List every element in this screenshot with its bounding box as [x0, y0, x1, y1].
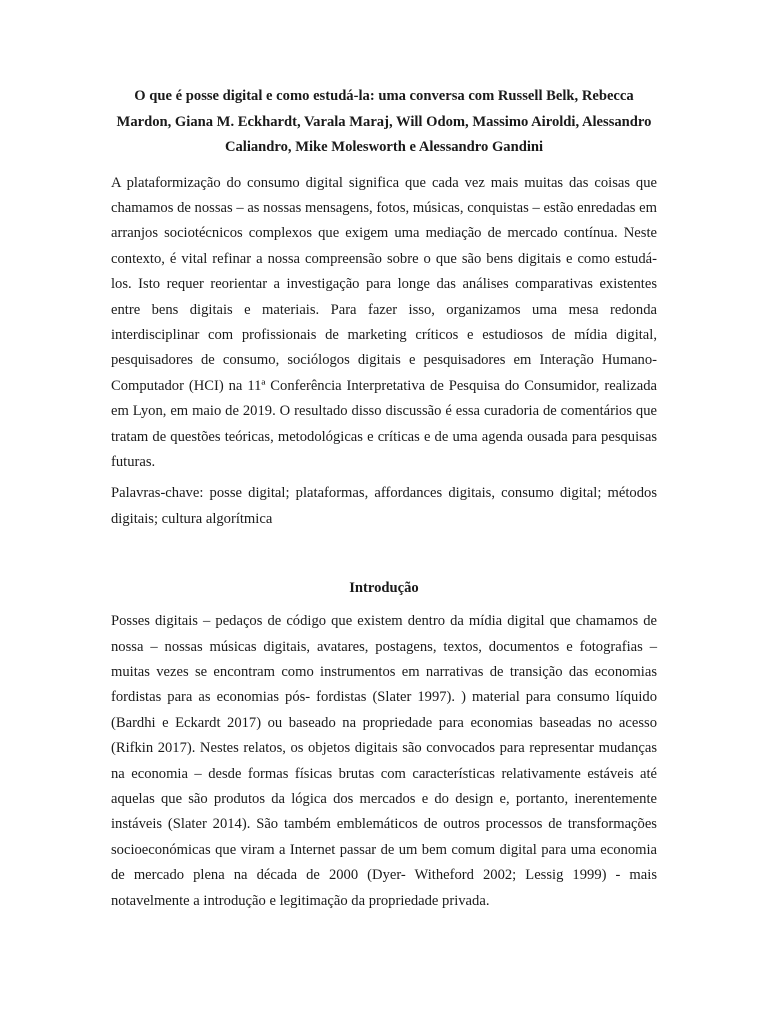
abstract-paragraph: A plataformização do consumo digital significa que cada vez mais muitas das coisas que chamamos de nossas – as nossas mensagens, fotos, músicas, conquistas – estão enredadas em arranjos sociotécnicos complexos que exigem uma mediação de mercado contínua. Neste contexto, é vital refinar a nossa compreensão sobre o que são bens digitais e como estudá-los. Isto requer reorientar a investigação para longe das análises comparativas existentes entre bens digitais e materiais. Para fazer isso, organizamos uma mesa redonda interdisciplinar com profissionais de marketing críticos e estudiosos de mídia digital, pesquisadores de consumo, sociólogos digitais e pesquisadores em Interação Humano-Computador (HCI) na 11ª Conferência Interpretativa de Pesquisa do Consumidor, realizada em Lyon, em maio de 2019. O resultado disso discussão é essa curadoria de comentários que tratam de questões teóricas, metodológicas e críticas e de uma agenda ousada para pesquisas futuras. [111, 174, 657, 470]
document-page [111, 84, 657, 914]
document-title: O que é posse digital e como estudá-la: uma conversa com Russell Belk, Rebecca Mardon, Giana M. Eckhardt, Varala Maraj, Will Odom, Massimo Airoldi, Alessandro Caliandro, Mike Molesworth e Alessandro Gandini [116, 88, 652, 155]
section-heading-introduction: Introdução [349, 580, 419, 597]
keywords-paragraph: Palavras-chave: posse digital; plataformas, affordances digitais, consumo digital; métodos digitais; cultura algorítmica [111, 485, 657, 527]
introduction-paragraph: Posses digitais – pedaços de código que existem dentro da mídia digital que chamamos de nossa – nossas músicas digitais, avatares, postagens, textos, documentos e fotografias – muitas vezes se encontram como instrumentos em narrativas de transição das economias fordistas para as economias pós- fordistas (Slater 1997). ) material para consumo líquido (Bardhi e Eckardt 2017) ou baseado na propriedade para economias baseadas no acesso (Rifkin 2017). Nestes relatos, os objetos digitais são convocados para representar mudanças na economia – desde formas físicas brutas com características relativamente estáveis até aquelas que são produtos da lógica dos mercados e do design e, portanto, inerentemente instáveis (Slater 2014). São também emblemáticos de outros processos de transformações socioeconómicas que viram a Internet passar de um bem comum digital para uma economia de mercado plena na década de 2000 (Dyer- Witheford 2002; Lessig 1999) - mais notavelmente a introdução e legitimação da propriedade privada. [111, 613, 657, 909]
